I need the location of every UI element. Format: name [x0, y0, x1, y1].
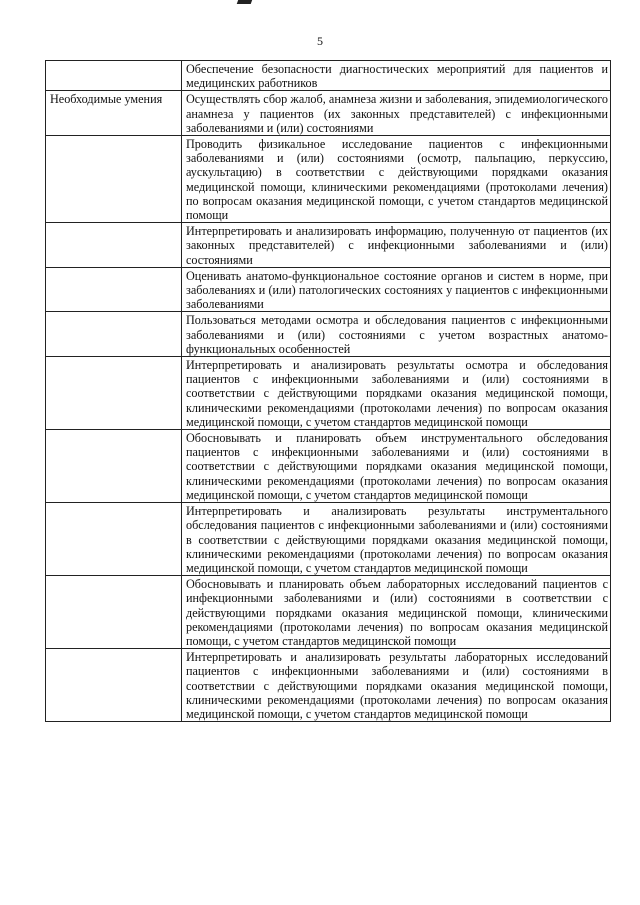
row-text: Оценивать анатомо-функциональное состояние органов и систем в норме, при заболеваниях и (или) патологических состояниях у пациентов с инфекционными заболеваниями: [182, 267, 611, 312]
row-text: Пользоваться методами осмотра и обследования пациентов с инфекционными заболеваниями и (или) состояниями с учетом возрастных анатомо-функциональных особенностей: [182, 312, 611, 357]
table-row: [46, 136, 611, 223]
row-text: Обосновывать и планировать объем лабораторных исследований пациентов с инфекционными заболеваниями и (или) состояниями в соответствии с действующими порядками оказания медицинской помощи, клиническими рекомендациями (протоколами лечения) по вопросам оказания медицинской помощи, с учетом стандартов медицинской помощи: [182, 576, 611, 649]
row-label: [46, 223, 182, 268]
table-row: [46, 430, 611, 503]
row-label: [46, 136, 182, 223]
scan-mark: [237, 0, 254, 4]
row-label: [46, 312, 182, 357]
table-row: [46, 649, 611, 722]
row-label: Необходимые умения: [46, 91, 182, 136]
row-label: [46, 649, 182, 722]
table-row: [46, 357, 611, 430]
table-row: [46, 61, 611, 91]
table-row: [46, 503, 611, 576]
table-row: [46, 223, 611, 268]
row-label: [46, 61, 182, 91]
row-label: [46, 430, 182, 503]
row-text: Интерпретировать и анализировать результаты лабораторных исследований пациентов с инфекционными заболеваниями и (или) состояниями в соответствии с действующими порядками оказания медицинской помощи, клиническими рекомендациями (протоколами лечения) по вопросам оказания медицинской помощи, с учетом стандартов медицинской помощи: [182, 649, 611, 722]
row-label: [46, 503, 182, 576]
table-row: [46, 312, 611, 357]
row-text: Интерпретировать и анализировать результаты инструментального обследования пациентов с инфекционными заболеваниями и (или) состояниями в соответствии с действующими порядками оказания медицинской помощи, клиническими рекомендациями (протоколами лечения) по вопросам оказания медицинской помощи, с учетом стандартов медицинской помощи: [182, 503, 611, 576]
page-number: 5: [317, 34, 323, 48]
table-row: [46, 267, 611, 312]
row-text: Обосновывать и планировать объем инструментального обследования пациентов с инфекционными заболеваниями и (или) состояниями в соответствии с действующими порядками оказания медицинской помощи, клиническими рекомендациями (протоколами лечения) по вопросам оказания медицинской помощи, с учетом стандартов медицинской помощи: [182, 430, 611, 503]
row-label: [46, 576, 182, 649]
row-text: Осуществлять сбор жалоб, анамнеза жизни и заболевания, эпидемиологического анамнеза у пациентов (их законных представителей) с инфекционными заболеваниями и (или) состояниями: [182, 91, 611, 136]
row-text: Интерпретировать и анализировать результаты осмотра и обследования пациентов с инфекционными заболеваниями и (или) состояниями в соответствии с действующими порядками оказания медицинской помощи, клиническими рекомендациями (протоколами лечения) по вопросам оказания медицинской помощи, с учетом стандартов медицинской помощи: [182, 357, 611, 430]
table-row: [46, 91, 611, 136]
row-text: Обеспечение безопасности диагностических мероприятий для пациентов и медицинских работников: [182, 61, 611, 91]
row-label: [46, 357, 182, 430]
table-row: [46, 576, 611, 649]
row-label: [46, 267, 182, 312]
row-text: Интерпретировать и анализировать информацию, полученную от пациентов (их законных представителей) с инфекционными заболеваниями и (или) состояниями: [182, 223, 611, 268]
requirements-table: [45, 60, 611, 722]
row-text: Проводить физикальное исследование пациентов с инфекционными заболеваниями и (или) состояниями (осмотр, пальпацию, перкуссию, аускультацию) в соответствии с действующими порядками оказания медицинской помощи, клиническими рекомендациями (протоколами лечения) по вопросам оказания медицинской помощи, с учетом стандартов медицинской помощи: [182, 136, 611, 223]
